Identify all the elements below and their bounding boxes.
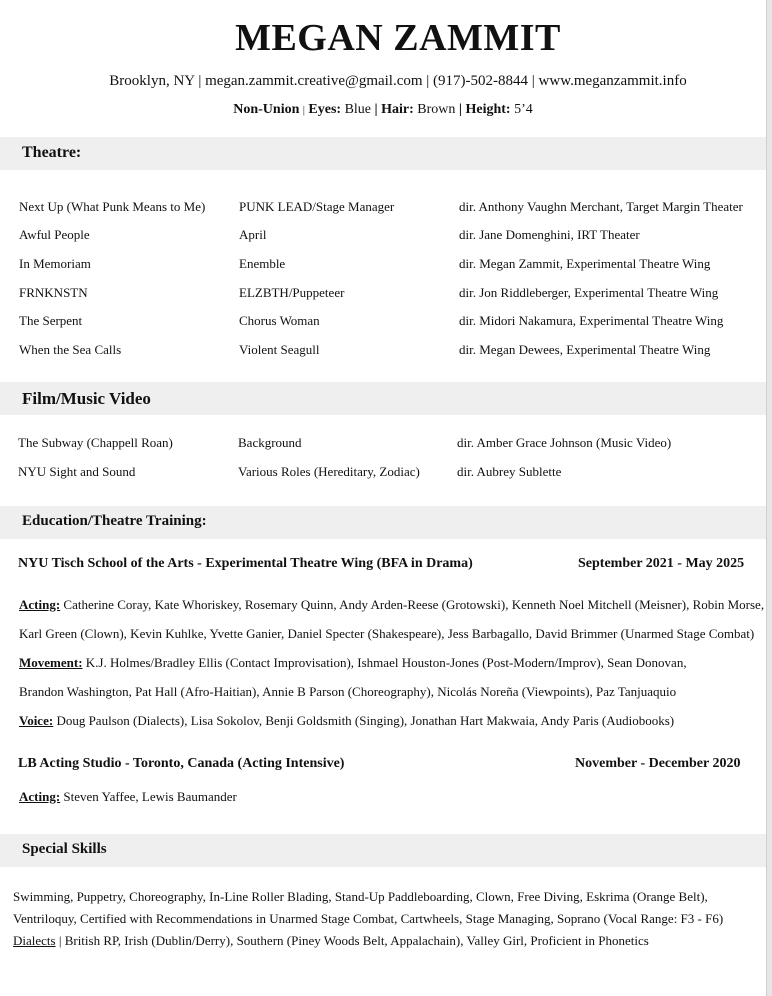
- director: dir. Jon Riddleberger, Experimental Theatre Wing: [459, 285, 719, 300]
- director: dir. Amber Grace Johnson (Music Video): [457, 435, 672, 450]
- theatre-row: [0, 313, 766, 333]
- movement-teachers-continued: Brandon Washington, Pat Hall (Afro-Haitian), Annie B Parson (Choreography), Nicolás Noreña (Viewpoints), Paz Tanjuaquio: [19, 684, 677, 699]
- theatre-row: [0, 256, 766, 276]
- page-edge: [766, 0, 772, 996]
- theatre-row: [0, 227, 766, 247]
- voice-label: Voice:: [19, 713, 54, 728]
- director: dir. Anthony Vaughn Merchant, Target Margin Theater: [459, 199, 743, 214]
- section-title: Theatre:: [22, 144, 82, 161]
- theatre-section-header: [0, 137, 766, 170]
- director: dir. Megan Dewees, Experimental Theatre Wing: [459, 342, 711, 357]
- production-title: Next Up (What Punk Means to Me): [19, 199, 206, 214]
- role: Violent Seagull: [239, 342, 320, 357]
- education-section-header: [0, 506, 766, 539]
- training-line: [19, 597, 764, 613]
- role: Chorus Woman: [239, 313, 320, 328]
- acting-teachers: Steven Yaffee, Lewis Baumander: [60, 789, 237, 804]
- production-title: Awful People: [19, 227, 90, 242]
- theatre-row: [0, 285, 766, 305]
- production-title: In Memoriam: [19, 256, 91, 271]
- height-value: 5’4: [514, 102, 533, 117]
- film-row: [0, 464, 766, 484]
- role: Background: [238, 435, 302, 450]
- skills-section-header: [0, 834, 766, 867]
- training-line: [19, 655, 687, 671]
- school-dates: September 2021 - May 2025: [578, 556, 745, 571]
- production-title: The Serpent: [19, 313, 83, 328]
- dialects-label: Dialects: [13, 933, 56, 948]
- production-title: NYU Sight and Sound: [18, 464, 136, 479]
- theatre-row: [0, 342, 766, 362]
- production-title: When the Sea Calls: [19, 342, 122, 357]
- section-title: Education/Theatre Training:: [22, 513, 207, 529]
- film-section-header: [0, 382, 766, 415]
- physical-stats: Non-Union | Eyes: Blue | Hair: Brown | Height: 5’4: [233, 102, 533, 117]
- voice-teachers: Doug Paulson (Dialects), Lisa Sokolov, Benji Goldsmith (Singing), Jonathan Hart Makwaia, Andy Paris (Audiobooks): [53, 713, 675, 728]
- production-title: FRNKNSTN: [19, 285, 88, 300]
- director: dir. Megan Zammit, Experimental Theatre Wing: [459, 256, 711, 271]
- dialects-list: | British RP, Irish (Dublin/Derry), Southern (Piney Woods Belt, Appalachain), Valley Girl, Proficient in Phonetics: [55, 933, 649, 948]
- school-dates: November - December 2020: [575, 756, 741, 771]
- director: dir. Midori Nakamura, Experimental Theatre Wing: [459, 313, 724, 328]
- training-line: [19, 684, 676, 700]
- acting-teachers: Catherine Coray, Kate Whoriskey, Rosemary Quinn, Andy Arden-Reese (Grotowski), Kenneth Noel Mitchell (Meisner), Robin Morse,: [60, 597, 765, 612]
- acting-label: Acting:: [19, 597, 61, 612]
- role: PUNK LEAD/Stage Manager: [239, 199, 395, 214]
- training-line: [19, 713, 674, 729]
- role: April: [239, 227, 267, 242]
- acting-teachers-continued: Karl Green (Clown), Kevin Kuhlke, Yvette Ganier, Daniel Specter (Shakespeare), Jess Barbagallo, David Brimmer (Unarmed Stage Combat): [19, 626, 755, 641]
- school-name: NYU Tisch School of the Arts - Experimental Theatre Wing (BFA in Drama): [18, 556, 473, 571]
- role: Various Roles (Hereditary, Zodiac): [238, 464, 420, 479]
- training-line: [19, 626, 754, 642]
- school-name: LB Acting Studio - Toronto, Canada (Acting Intensive): [18, 756, 345, 771]
- director: dir. Jane Domenghini, IRT Theater: [459, 227, 640, 242]
- acting-label: Acting:: [19, 789, 61, 804]
- union-status: Non-Union: [233, 102, 300, 117]
- eyes-value: Blue: [344, 102, 372, 117]
- director: dir. Aubrey Sublette: [457, 464, 562, 479]
- dialects-line: [13, 933, 649, 949]
- eyes-label: Eyes:: [308, 102, 342, 117]
- movement-teachers: K.J. Holmes/Bradley Ellis (Contact Improvisation), Ishmael Houston-Jones (Post-Modern/Improv), Sean Donovan,: [82, 655, 687, 670]
- section-title: Film/Music Video: [22, 389, 151, 408]
- role: Enemble: [239, 256, 286, 271]
- film-row: [0, 435, 766, 455]
- production-title: The Subway (Chappell Roan): [18, 435, 173, 450]
- theatre-row: [0, 199, 766, 219]
- role: ELZBTH/Puppeteer: [239, 285, 345, 300]
- hair-value: Brown: [417, 102, 456, 117]
- stats-separator: |: [302, 105, 305, 116]
- training-line: [19, 789, 237, 805]
- hair-label: Hair:: [381, 102, 414, 117]
- resume-name: MEGAN ZAMMIT: [235, 17, 561, 59]
- skills-line: Swimming, Puppetry, Choreography, In-Line Roller Blading, Stand-Up Paddleboarding, Clown, Free Diving, Eskrima (Orange Belt),: [13, 889, 708, 904]
- movement-label: Movement:: [19, 655, 83, 670]
- section-title: Special Skills: [22, 841, 107, 857]
- height-label: Height:: [465, 102, 511, 117]
- contact-info: Brooklyn, NY | megan.zammit.creative@gmail.com | (917)-502-8844 | www.meganzammit.info: [109, 73, 687, 89]
- skills-line: Ventriloquy, Certified with Recommendations in Unarmed Stage Combat, Cartwheels, Stage Managing, Soprano (Vocal Range: F3 - F6): [13, 911, 724, 926]
